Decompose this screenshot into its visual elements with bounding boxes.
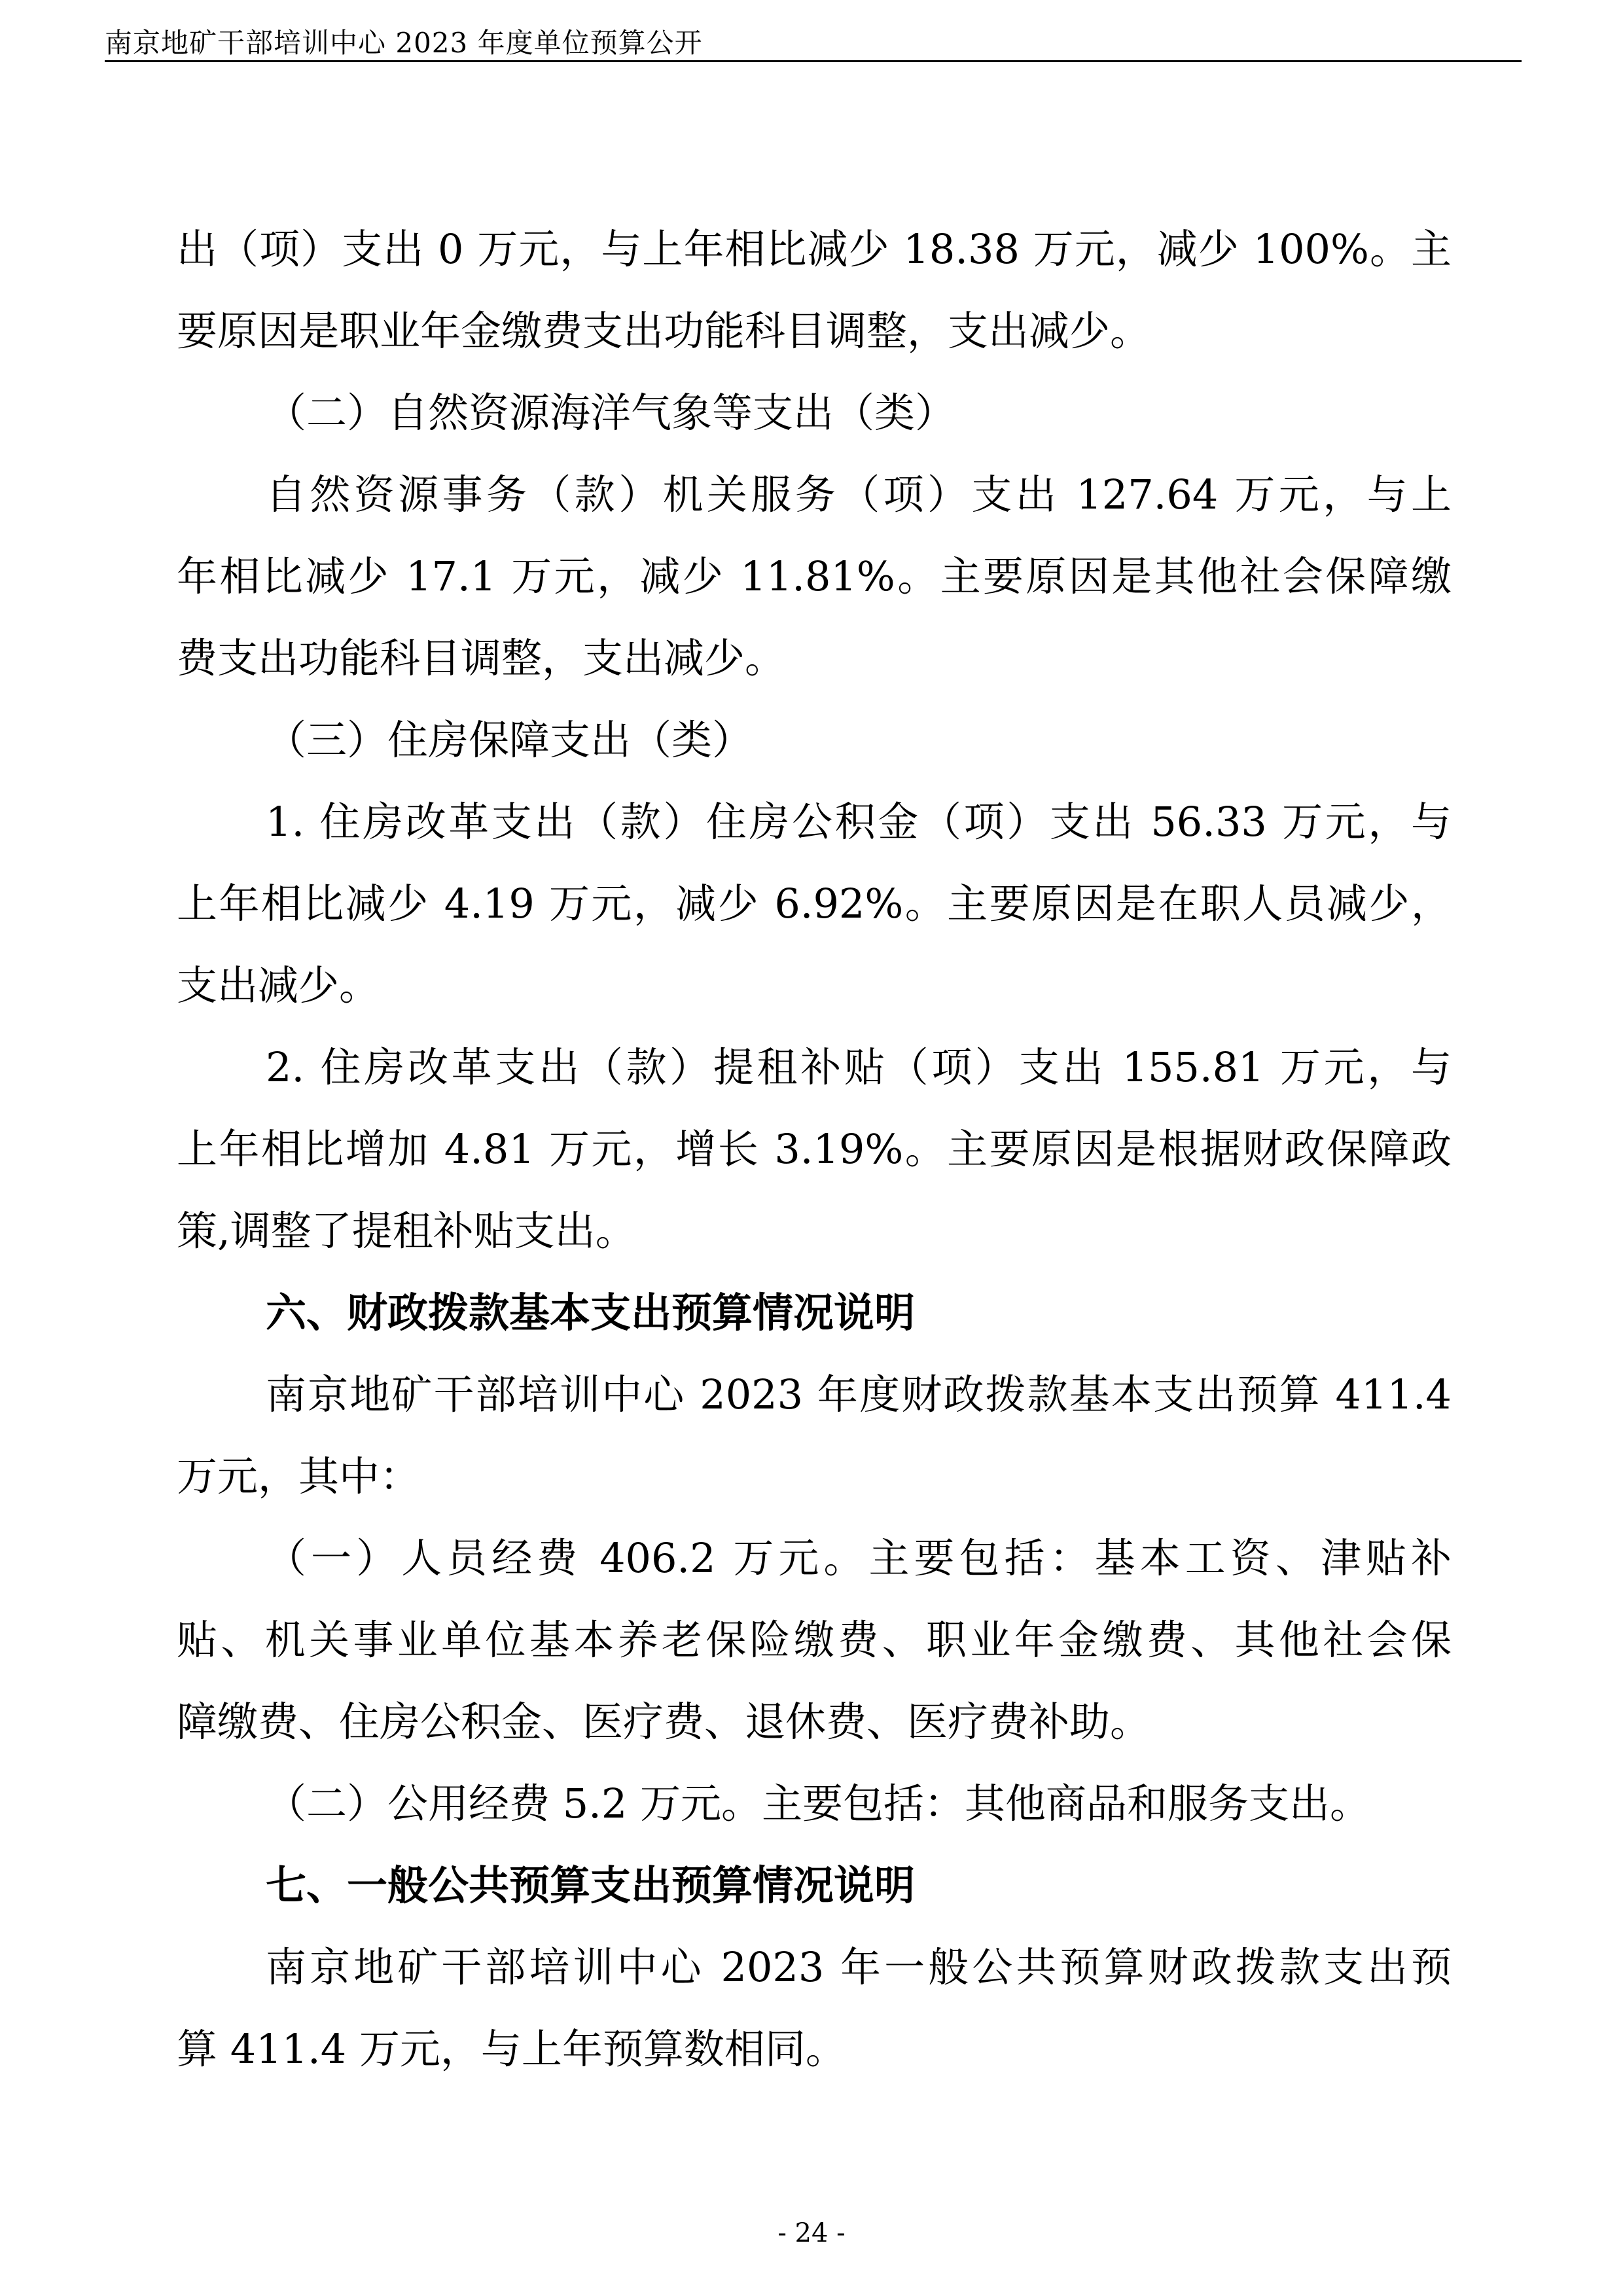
page-number: - 24 - [777,2218,846,2248]
body-line: 上年相比减少 4.19 万元，减少 6.92%。主要原因是在职人员减少， [177,880,1452,927]
body-line: 2. 住房改革支出（款）提租补贴（项）支出 155.81 万元，与 [266,1043,1452,1091]
section-heading: 六、财政拨款基本支出预算情况说明 [266,1289,916,1336]
body-line: 障缴费、住房公积金、医疗费、退休费、医疗费补助。 [177,1698,1151,1746]
body-line: 1. 住房改革支出（款）住房公积金（项）支出 56.33 万元，与 [266,798,1452,846]
body-line: 年相比减少 17.1 万元，减少 11.81%。主要原因是其他社会保障缴 [177,552,1452,600]
subsection-heading: （二）自然资源海洋气象等支出（类） [266,389,956,437]
body-line: 南京地矿干部培训中心 2023 年度财政拨款基本支出预算 411.4 [266,1371,1452,1418]
body-line: （二）公用经费 5.2 万元。主要包括：其他商品和服务支出。 [266,1780,1371,1827]
body-line: 费支出功能科目调整，支出减少。 [177,634,786,682]
body-line: 万元，其中： [177,1452,421,1500]
body-line: 自然资源事务（款）机关服务（项）支出 127.64 万元，与上 [266,471,1452,518]
running-header: 南京地矿干部培训中心 2023 年度单位预算公开 [105,27,703,59]
body-line: 要原因是职业年金缴费支出功能科目调整，支出减少。 [177,307,1151,355]
body-line: （一）人员经费 406.2 万元。主要包括：基本工资、津贴补 [266,1534,1452,1582]
body-line: 上年相比增加 4.81 万元，增长 3.19%。主要原因是根据财政保障政 [177,1125,1452,1173]
body-line: 贴、机关事业单位基本养老保险缴费、职业年金缴费、其他社会保 [177,1616,1452,1664]
body-line: 支出减少。 [177,961,380,1009]
subsection-heading: （三）住房保障支出（类） [266,716,753,764]
document-body [177,208,1452,2090]
section-heading: 七、一般公共预算支出预算情况说明 [266,1861,916,1909]
header-divider [105,60,1522,62]
body-line: 策,调整了提租补贴支出。 [177,1207,636,1255]
body-line: 南京地矿干部培训中心 2023 年一般公共预算财政拨款支出预 [266,1943,1452,1991]
body-line: 出（项）支出 0 万元，与上年相比减少 18.38 万元，减少 100%。主 [177,225,1452,273]
body-line: 算 411.4 万元，与上年预算数相同。 [177,2025,846,2073]
